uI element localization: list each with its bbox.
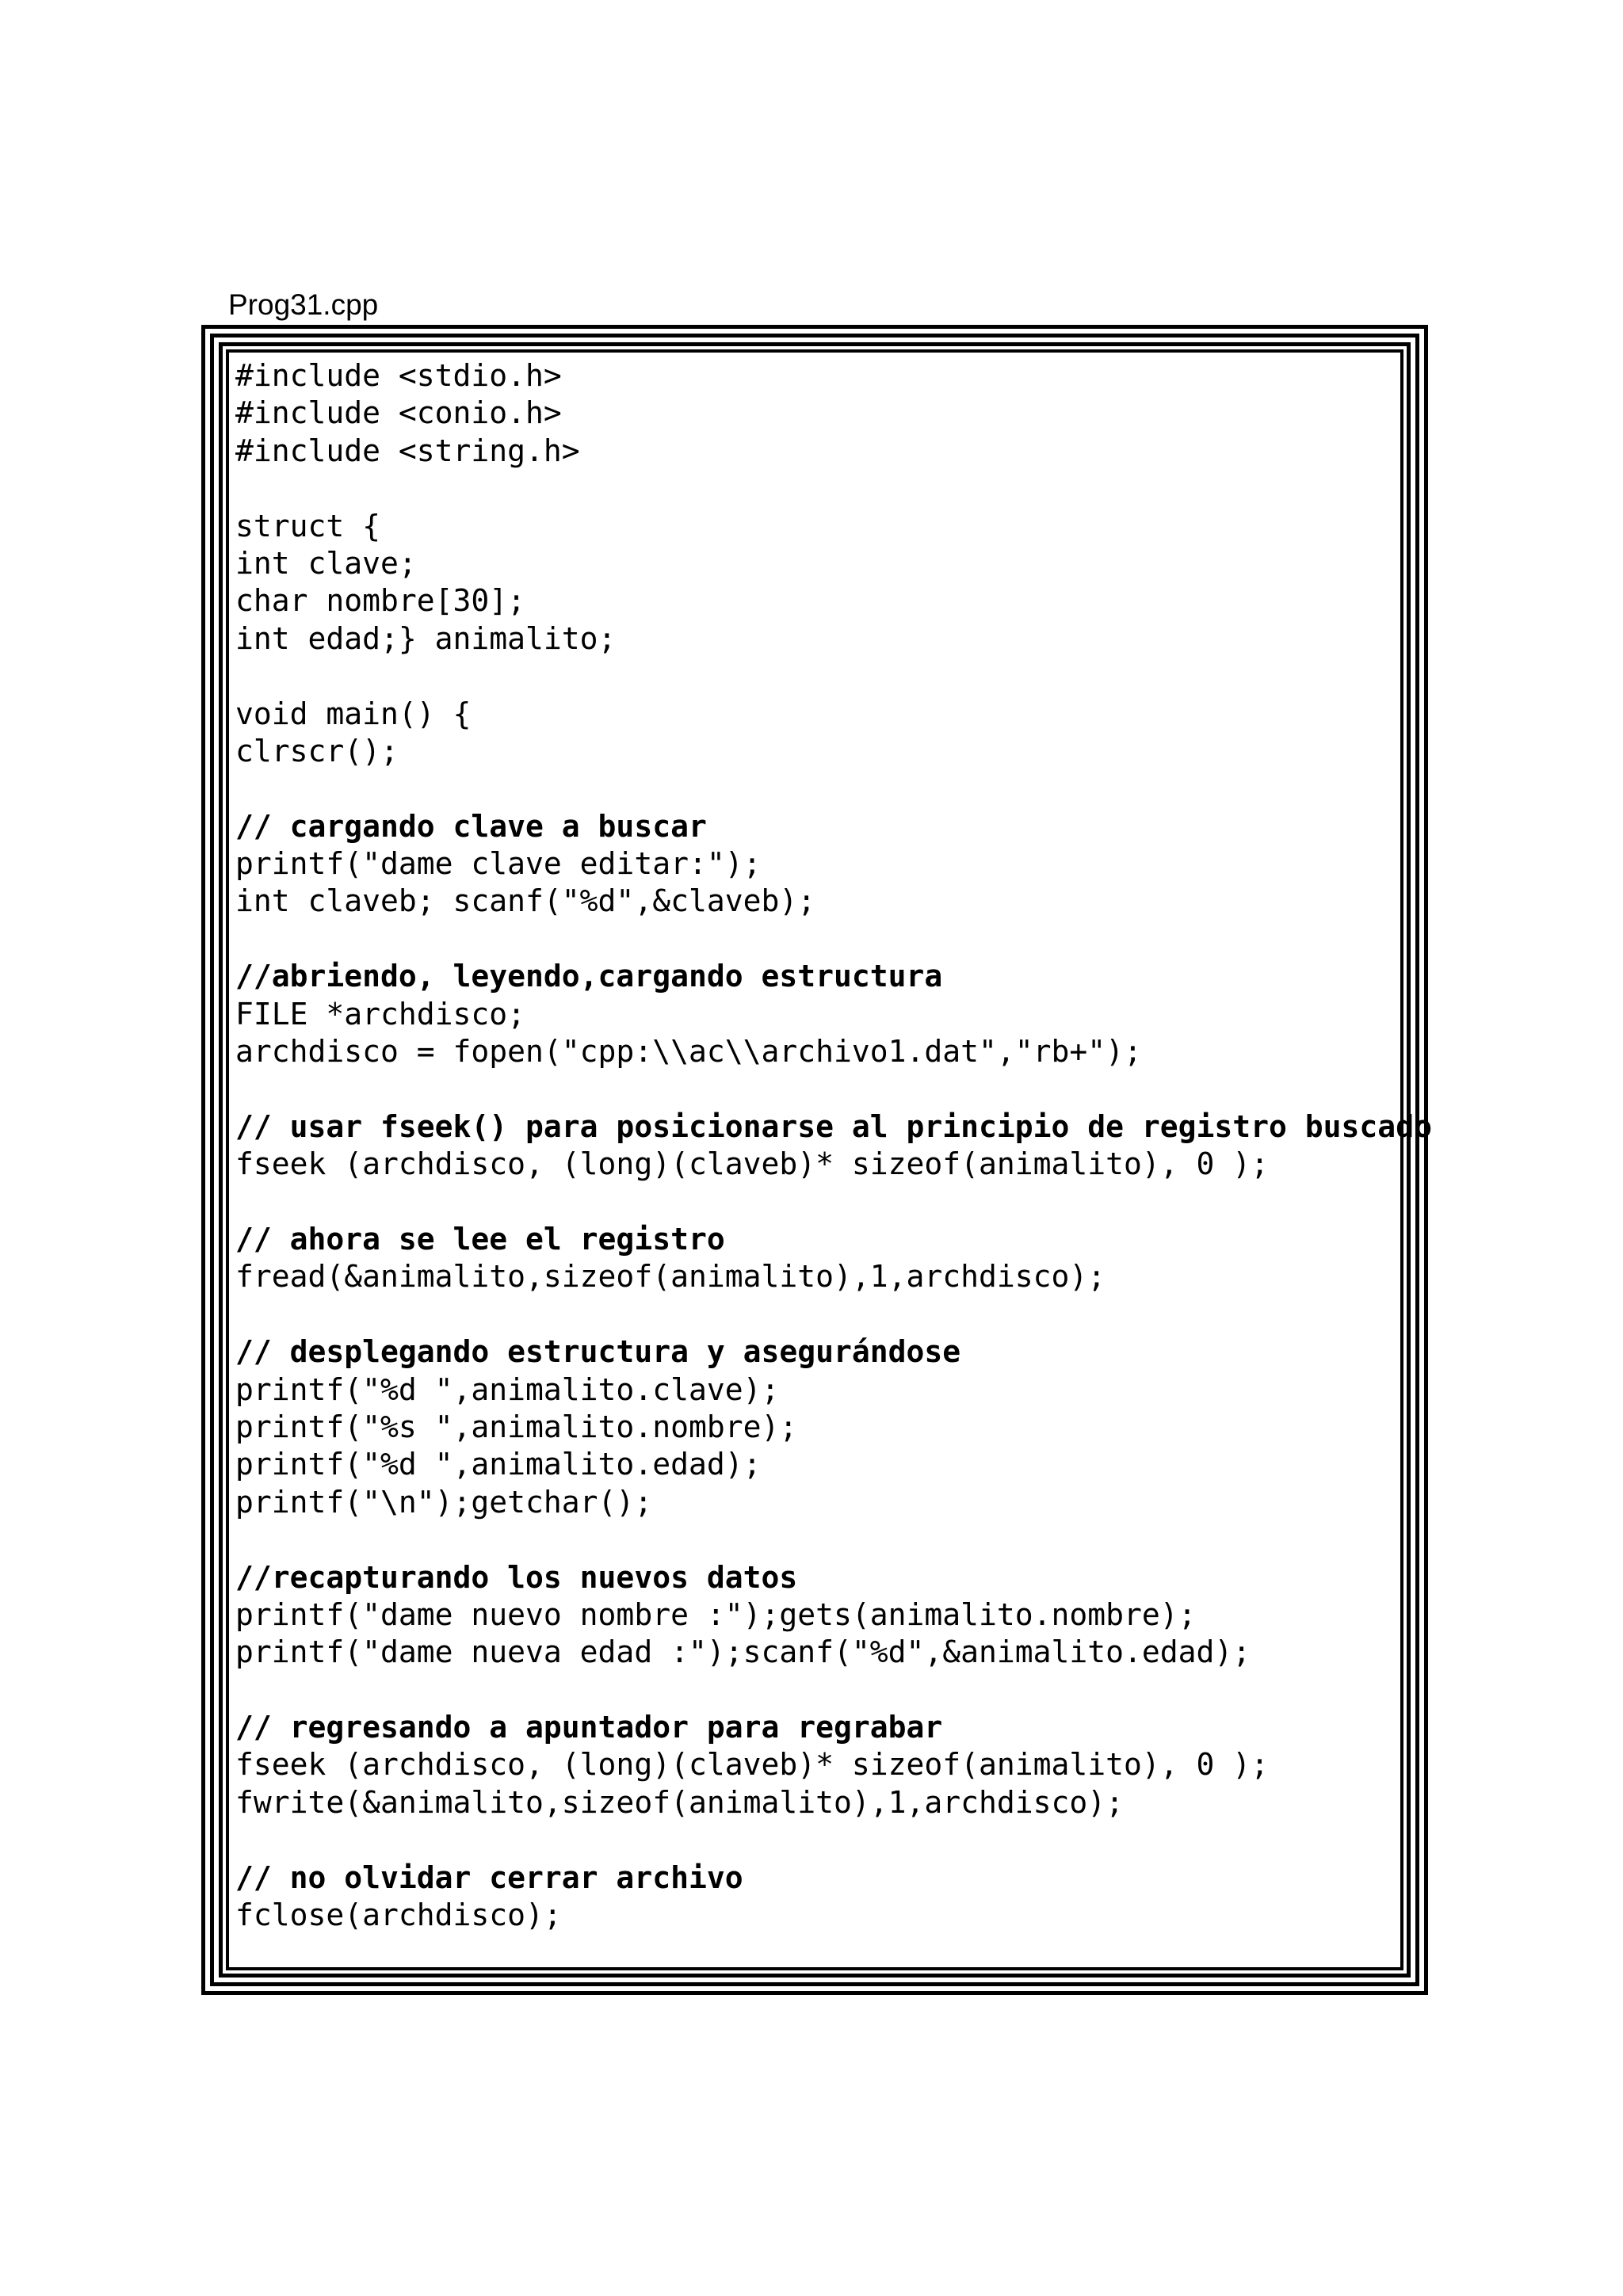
code-frame-inner-border xyxy=(219,342,1432,1978)
code-line: int clave; xyxy=(235,545,417,581)
code-frame-middle-border xyxy=(210,334,1432,1986)
code-line: printf("dame nuevo nombre :");gets(animalito.nombre); xyxy=(235,1596,1197,1632)
code-comment-line: // no olvidar cerrar archivo xyxy=(235,1859,743,1895)
code-line: void main() { xyxy=(235,696,472,731)
code-line: printf("%d ",animalito.edad); xyxy=(235,1447,762,1482)
code-line: clrscr(); xyxy=(235,733,399,769)
code-line: fseek (archdisco, (long)(claveb)* sizeof(animalito), 0 ); xyxy=(235,1747,1270,1783)
code-blank-line xyxy=(235,1070,1432,1108)
code-line: archdisco = fopen("cpp:\\ac\\archivo1.dat","rb+"); xyxy=(235,1034,1142,1070)
code-line: printf("%d ",animalito.clave); xyxy=(235,1371,780,1407)
code-comment-line: // ahora se lee el registro xyxy=(235,1221,725,1257)
code-line: #include <string.h> xyxy=(235,433,580,468)
code-line: #include <conio.h> xyxy=(235,395,562,431)
code-comment-line: // regresando a apuntador para regrabar xyxy=(235,1710,943,1745)
code-blank-line xyxy=(235,921,1432,958)
code-line: fclose(archdisco); xyxy=(235,1897,562,1933)
code-block xyxy=(235,357,1432,1934)
code-blank-line xyxy=(235,770,1432,807)
code-comment-line: // cargando clave a buscar xyxy=(235,808,707,844)
code-line: FILE *archdisco; xyxy=(235,996,526,1032)
code-line: printf("%s ",animalito.nombre); xyxy=(235,1409,798,1444)
code-line: fread(&animalito,sizeof(animalito),1,archdisco); xyxy=(235,1259,1106,1295)
code-comment-line: //recapturando los nuevos datos xyxy=(235,1559,798,1595)
code-blank-line xyxy=(235,1521,1432,1558)
code-blank-line xyxy=(235,658,1432,695)
code-comment-line: // usar fseek() para posicionarse al principio de registro buscado xyxy=(235,1108,1432,1144)
code-line: char nombre[30]; xyxy=(235,583,526,619)
code-blank-line xyxy=(235,1821,1432,1859)
code-line: int edad;} animalito; xyxy=(235,620,617,656)
code-listing-frame xyxy=(201,325,1432,1995)
code-line: #include <stdio.h> xyxy=(235,358,562,393)
code-blank-line xyxy=(235,1296,1432,1333)
code-listing-box xyxy=(226,349,1432,1970)
code-blank-line xyxy=(235,1184,1432,1221)
code-line: printf("dame nueva edad :");scanf("%d",&animalito.edad); xyxy=(235,1634,1251,1670)
code-blank-line xyxy=(235,1672,1432,1709)
code-line: fseek (archdisco, (long)(claveb)* sizeof(animalito), 0 ); xyxy=(235,1146,1270,1182)
file-name-caption: Prog31.cpp xyxy=(228,288,379,321)
code-comment-line: //abriendo, leyendo,cargando estructura xyxy=(235,959,943,994)
code-line: int claveb; scanf("%d",&claveb); xyxy=(235,883,816,919)
code-comment-line: // desplegando estructura y asegurándose xyxy=(235,1334,961,1370)
code-line: struct { xyxy=(235,508,381,543)
code-line: printf("\n");getchar(); xyxy=(235,1484,653,1520)
code-line: printf("dame clave editar:"); xyxy=(235,846,762,882)
code-line: fwrite(&animalito,sizeof(animalito),1,archdisco); xyxy=(235,1784,1125,1820)
code-blank-line xyxy=(235,470,1432,507)
